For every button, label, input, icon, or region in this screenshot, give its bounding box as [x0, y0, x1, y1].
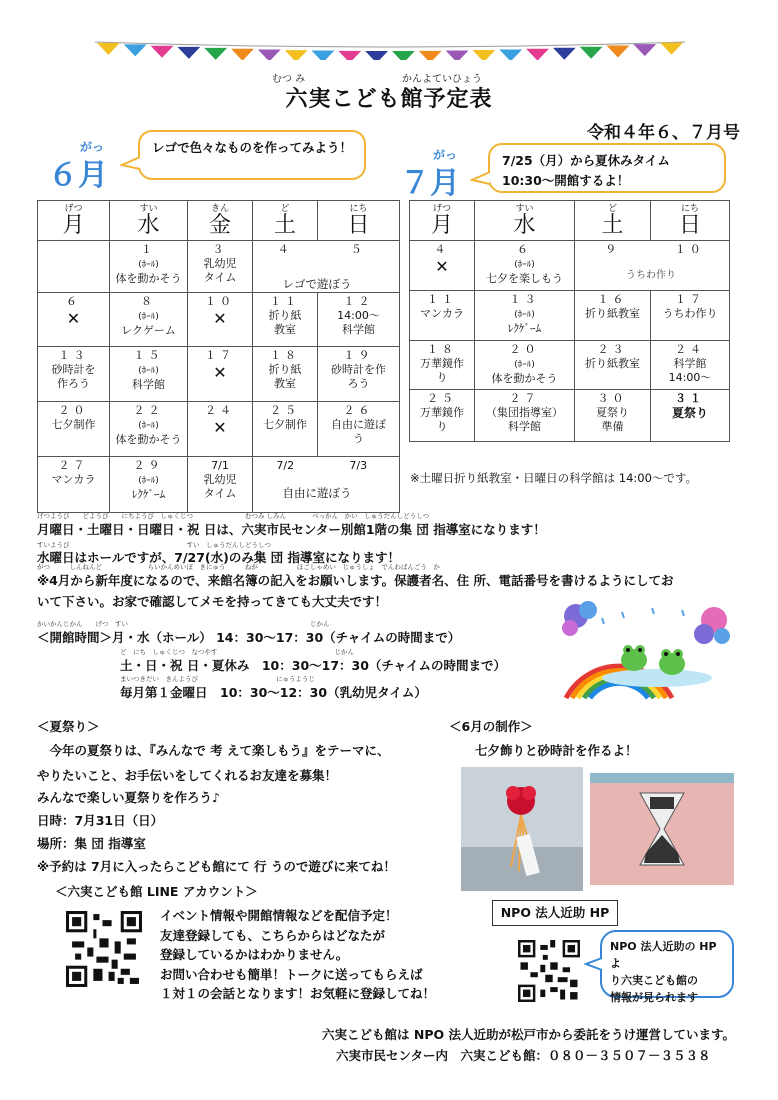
- hours-line-3: 毎月第１金曜日 10：30～12：30（乳幼児タイム）: [120, 685, 427, 700]
- hours-line-2: 土・日・祝 日・夏休み 10：30～17：30（チャイムの時間まで）: [120, 658, 507, 673]
- july-cell: ３１ 夏祭り: [651, 390, 730, 442]
- july-cell: １８ 万華鏡作 り: [410, 341, 475, 390]
- july-cell: ４ ✕: [410, 241, 475, 291]
- hours-line-1: ＜開館時間＞月・水（ホール） 14：30～17：30（チャイムの時間まで）: [37, 630, 461, 645]
- july-cell: ２７ （集団指導室） 科学館: [475, 390, 575, 442]
- july-cell: １０: [651, 241, 730, 291]
- bunting-flag: [553, 48, 576, 60]
- june-cell: １０ ✕: [188, 293, 253, 347]
- bunting-flag: [258, 50, 281, 60]
- frog-rainbow-illustration: [562, 598, 732, 706]
- june-header-sun: にち 日: [318, 201, 400, 241]
- line-account-line-3: 登録しているかはわかりません。: [160, 947, 349, 962]
- title-ruby-2: かんよていひょう: [402, 74, 482, 85]
- festival-line-2: やりたいこと、お手伝いをしてくれるお友達を募集！: [37, 768, 338, 783]
- notice-line-3: ※4月から新年度になるので、来館名簿の記入をお願いします。保護者名、住 所、電話番号を書けるようにしてお: [37, 573, 674, 588]
- june-month-ruby: がっ: [80, 140, 105, 154]
- june-calendar: [37, 200, 400, 513]
- bunting-flag: [312, 51, 335, 60]
- june-craft-text: 七夕飾りと砂時計を作るよ！: [475, 743, 638, 758]
- june-cell: ５: [318, 241, 400, 293]
- npo-hp-label[interactable]: NPO 法人近助 HP: [492, 900, 618, 926]
- npo-bubble-line-3: 情報が見られます: [610, 991, 698, 1004]
- july-bubble-line-2: 10:30～開館するよ！: [502, 173, 630, 188]
- notice-line-2: 水曜日はホールですが、7/27(水)のみ集 団 指導室になります！: [37, 550, 401, 565]
- july-cell: ６ (ﾎｰﾙ) 七夕を楽しもう: [475, 241, 575, 291]
- june-cell: 7/1 乳幼児 タイム: [188, 457, 253, 513]
- bunting-flag: [124, 44, 147, 56]
- bunting-flag: [285, 50, 308, 60]
- festival-heading: ＜夏祭り＞: [37, 719, 100, 734]
- footer-line-2: 六実市民センター内 六実こども館：０８０－３５０７－３５３８: [336, 1048, 711, 1063]
- hourglass-craft-photo: [590, 773, 734, 885]
- title-ruby-1: むつ み: [272, 74, 306, 85]
- june-cell: 7/3: [318, 457, 400, 513]
- festival-line-4: 日時：7月31日（日）: [37, 813, 164, 828]
- line-account-heading: ＜六実こども館 LINE アカウント＞: [55, 884, 258, 899]
- issue-label: 令和４年６、７月号: [587, 123, 740, 143]
- npo-bubble-tail: [584, 956, 604, 972]
- july-cell: ２０ (ﾎｰﾙ) 体を動かそう: [475, 341, 575, 390]
- june-cell: １５ (ﾎｰﾙ) 科学館: [110, 347, 188, 402]
- june-cell: １８ 折り紙 教室: [253, 347, 318, 402]
- july-bubble-tail: [470, 170, 492, 186]
- notice-ruby-3: がつ しんねんど らいかんめいぼ きにゅう ねが ほごしゃめい じゅうしょ でんわばんごう か: [37, 563, 440, 571]
- july-header-wed: すい 水: [475, 201, 575, 241]
- festival-line-3: みんなで楽しい夏祭りを作ろう♪: [37, 790, 220, 805]
- npo-bubble-line-1: NPO 法人近助の HP よ: [610, 940, 717, 970]
- hours-ruby-1: かいかんじかん げつ すい じかん: [37, 620, 330, 628]
- line-qr-code[interactable]: [66, 911, 142, 987]
- june-header-fri: きん 金: [188, 201, 253, 241]
- july-note: ※土曜日折り紙教室・日曜日の科学館は 14:00～です。: [410, 471, 698, 485]
- june-month-label: ６月: [48, 158, 108, 193]
- bunting-flag: [580, 47, 603, 59]
- july-month-label: ７月: [400, 166, 460, 201]
- july-cell: ２５ 万華鏡作 り: [410, 390, 475, 442]
- july-header-mon: げつ 月: [410, 201, 475, 241]
- july-speech-bubble: [488, 143, 726, 193]
- notice-ruby-1: げつようび どようび にちようび しゅくじつ むつみ しみん べっかん かい しゅうだんしどうしつ: [37, 512, 430, 520]
- bunting-flag: [338, 51, 361, 60]
- june-cell: １ (ﾎｰﾙ) 体を動かそう: [110, 241, 188, 293]
- bunting-flag: [177, 47, 200, 59]
- june-header-wed: すい 水: [110, 201, 188, 241]
- july-cell: ９: [575, 241, 651, 291]
- june-cell: ８ (ﾎｰﾙ) レクゲーム: [110, 293, 188, 347]
- bunting-flag: [419, 51, 442, 60]
- tanabata-craft-photo: [461, 767, 583, 891]
- july-cell: ２３ 折り紙教室: [575, 341, 651, 390]
- june-cell: １３ 砂時計を 作ろう: [38, 347, 110, 402]
- bunting-flag: [499, 49, 522, 60]
- line-account-line-1: イベント情報や開館情報などを配信予定！: [160, 908, 398, 923]
- july-cell: １３ (ﾎｰﾙ) ﾚｸｹﾞｰﾑ: [475, 291, 575, 341]
- npo-qr-code[interactable]: [518, 940, 580, 1002]
- june-cell: 7/2: [253, 457, 318, 513]
- footer-line-1: 六実こども館は NPO 法人近助が松戸市から委託をうけ運営しています。: [322, 1027, 735, 1042]
- june-cell: ２２ (ﾎｰﾙ) 体を動かそう: [110, 402, 188, 457]
- line-account-line-5: １対１の会話となります！お気軽に登録してね！: [160, 986, 436, 1001]
- notice-ruby-2: すいようび すい しゅうだんしどうしつ: [37, 541, 271, 549]
- june-cell-empty: [38, 241, 110, 293]
- june-header-mon: げつ 月: [38, 201, 110, 241]
- hours-ruby-3: まいつきだい きんようび にゅうようじ: [120, 675, 315, 683]
- july-cell: １６ 折り紙教室: [575, 291, 651, 341]
- festival-line-1: 今年の夏祭りは、『みんなで 考 えて楽しもう』をテーマに、: [37, 743, 390, 758]
- hours-ruby-2: ど にち しゅくじつ なつやす じかん: [120, 648, 354, 656]
- bunting-flag: [204, 48, 227, 60]
- july-header-sat: ど 土: [575, 201, 651, 241]
- june-lego-span: レゴで遊ぼう: [282, 277, 352, 291]
- bunting-flag: [392, 51, 415, 60]
- july-header-sun: にち 日: [651, 201, 730, 241]
- bunting-flag: [526, 49, 549, 60]
- june-cell: ２９ (ﾎｰﾙ) ﾚｸｹﾞｰﾑ: [110, 457, 188, 513]
- bunting-decoration: [95, 38, 685, 60]
- june-cell: ２７ マンカラ: [38, 457, 110, 513]
- june-speech-bubble: [138, 130, 366, 180]
- june-cell: ３ 乳幼児 タイム: [188, 241, 253, 293]
- bunting-flag: [446, 51, 469, 60]
- july-cell: １１ マンカラ: [410, 291, 475, 341]
- june-bubble-text: レゴで色々なものを作ってみよう！: [152, 140, 353, 155]
- june-cell: １１ 折り紙 教室: [253, 293, 318, 347]
- june-cell: ６ ✕: [38, 293, 110, 347]
- bunting-flag: [231, 49, 254, 60]
- bunting-flag: [151, 46, 174, 58]
- npo-bubble-line-2: り六実こども館の: [610, 974, 698, 987]
- bunting-flag: [607, 46, 630, 58]
- bunting-flag: [660, 43, 683, 55]
- june-cell: ２０ 七夕制作: [38, 402, 110, 457]
- july-cell: ２４ 科学館 14:00～: [651, 341, 730, 390]
- notice-line-1: 月曜日・土曜日・日曜日・祝 日は、六実市民センター別館1階の集 団 指導室になります！: [37, 522, 546, 537]
- june-cell: ２５ 七夕制作: [253, 402, 318, 457]
- june-craft-heading: ＜6月の制作＞: [449, 719, 533, 734]
- bunting-flag: [472, 50, 495, 60]
- june-bubble-tail: [120, 155, 142, 171]
- july-cell: ３０ 夏祭り 準備: [575, 390, 651, 442]
- june-header-sat: ど 土: [253, 201, 318, 241]
- june-free-play-span: 自由に遊ぼう: [282, 486, 352, 500]
- notice-line-4: いて下さい。お家で確認してメモを持ってきても大丈夫です！: [37, 594, 388, 609]
- festival-line-6: ※予約は 7月に入ったらこども館にて 行 うので遊びに来てね！: [37, 859, 396, 874]
- festival-line-5: 場所：集 団 指導室: [37, 836, 146, 851]
- line-account-line-2: 友達登録しても、こちらからはどなたが: [160, 927, 386, 943]
- line-account-line-4: お問い合わせも簡単！トークに送ってもらえば: [160, 966, 423, 982]
- july-bubble-line-1: 7/25（月）から夏休みタイム: [502, 153, 670, 168]
- bunting-flag: [633, 44, 656, 56]
- july-calendar: [409, 200, 730, 442]
- july-fan-span: うちわ作り: [626, 270, 676, 281]
- june-cell: ４: [253, 241, 318, 293]
- june-cell: １９ 砂時計を作 ろう: [318, 347, 400, 402]
- july-cell: １７ うちわ作り: [651, 291, 730, 341]
- page-title: 六実こども館予定表: [285, 87, 493, 112]
- june-cell: １７ ✕: [188, 347, 253, 402]
- bunting-flag: [365, 51, 388, 60]
- july-month-ruby: がっ: [433, 148, 458, 162]
- june-cell: １２ 14:00～ 科学館: [318, 293, 400, 347]
- npo-speech-bubble: [600, 930, 734, 1004]
- line-account-text: [160, 906, 435, 1004]
- june-cell: ２６ 自由に遊ぼ う: [318, 402, 400, 457]
- june-cell: ２４ ✕: [188, 402, 253, 457]
- bunting-flag: [97, 43, 120, 55]
